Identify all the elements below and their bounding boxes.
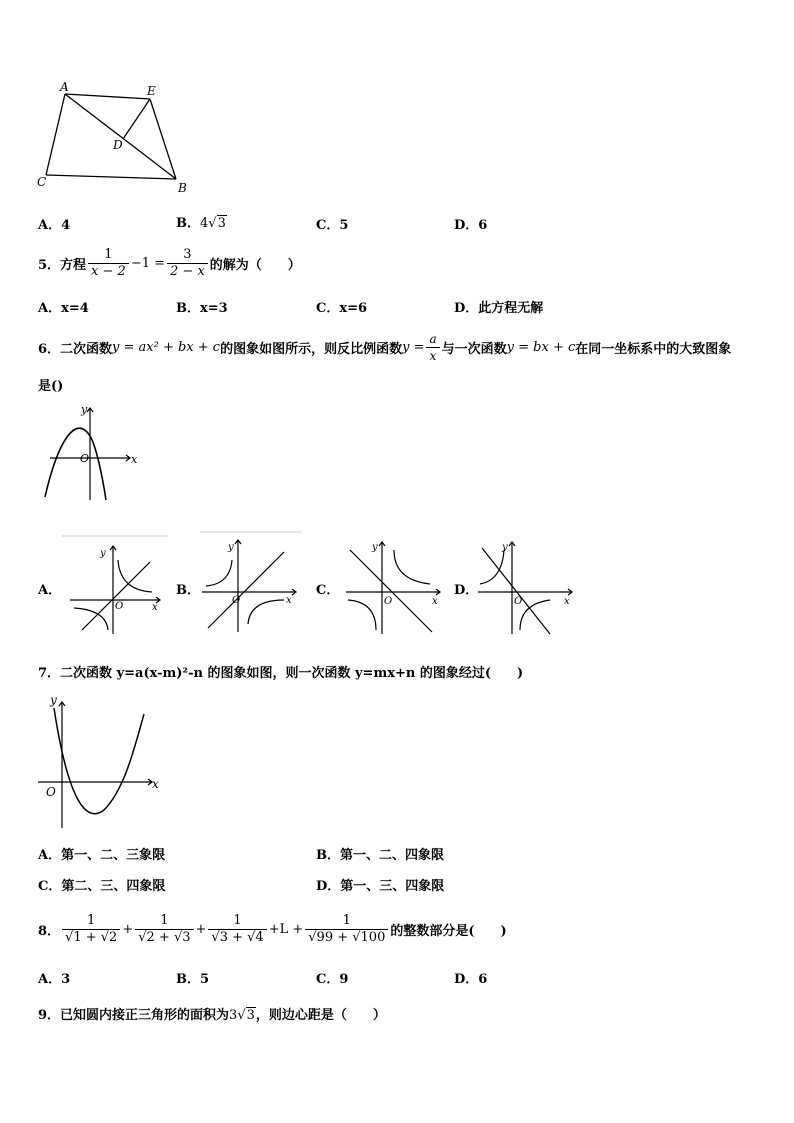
q5-option-c[interactable]: C．x=6 <box>316 301 368 316</box>
svg-text:x: x <box>286 595 292 606</box>
label-d: D <box>113 138 123 152</box>
q6-option-d[interactable]: D． <box>454 583 479 598</box>
q4-option-b-rad: 3 <box>217 216 226 231</box>
q5-number: 5．方程 <box>38 257 87 273</box>
q8-option-d[interactable]: D．6 <box>454 972 488 987</box>
q6-quadratic: y = ax² + bx + c <box>112 339 221 355</box>
q6-number: 6．二次函数 <box>38 341 113 357</box>
q6-text-post: 在同一坐标系中的大致图象 <box>575 341 732 357</box>
q6-option-b[interactable]: B． <box>176 583 200 598</box>
q6-option-d-graph[interactable] <box>474 534 584 636</box>
label-a: A <box>60 80 69 94</box>
q6-option-c[interactable]: C． <box>316 583 340 598</box>
q7-parabola-figure <box>34 690 164 830</box>
svg-text:y: y <box>100 548 106 559</box>
q6-x-label: x <box>131 453 138 466</box>
q5-stem <box>38 244 301 282</box>
q9-text-post: ，则边心距是（ ） <box>255 1008 386 1023</box>
q7-stem: 7．二次函数 y=a(x-m)²-n 的图象如图，则一次函数 y=mx+n 的图象经过( ) <box>38 666 524 681</box>
svg-text:x: x <box>152 777 159 791</box>
q6-text-mid: 的图象如图所示，则反比例函数 <box>220 341 403 357</box>
svg-text:y: y <box>228 542 234 553</box>
q8-term-2: $\frac{1}{√2 + √3}$ <box>135 913 193 946</box>
q6-option-c-graph[interactable] <box>340 534 450 636</box>
q9-rad: 3 <box>246 1008 255 1023</box>
svg-text:y: y <box>372 542 378 553</box>
svg-text:O: O <box>514 596 523 607</box>
q5-fraction-2: $\frac{3}{2 - x}$ <box>167 247 208 280</box>
q4-option-c[interactable]: C．5 <box>316 218 349 233</box>
q6-inverse-pre: y = <box>402 339 425 355</box>
svg-text:y: y <box>50 693 57 707</box>
q5-tail: 的解为（ ） <box>209 257 301 273</box>
q8-tail: 的整数部分是( ) <box>390 923 507 939</box>
q9-text-pre: 9．已知圆内接正三角形的面积为 <box>38 1008 230 1023</box>
q6-text-mid2: 与一次函数 <box>441 341 507 357</box>
q9-coef: 3 <box>229 1008 238 1023</box>
q8-term-last: $\frac{1}{√99 + √100}$ <box>305 913 388 946</box>
q8-number: 8． <box>38 923 61 939</box>
q6-option-a-graph[interactable] <box>60 534 170 636</box>
q5-option-a[interactable]: A．x=4 <box>38 301 89 316</box>
q7-option-b[interactable]: B．第一、二、四象限 <box>316 848 444 863</box>
svg-text:x: x <box>564 596 570 607</box>
q5-fraction-1: $\frac{1}{x - 2}$ <box>88 247 129 280</box>
q8-option-a[interactable]: A．3 <box>38 972 71 987</box>
svg-text:x: x <box>432 596 438 607</box>
q8-option-b[interactable]: B．5 <box>176 972 210 987</box>
q4-option-a[interactable]: A．4 <box>38 218 71 233</box>
svg-text:O: O <box>46 785 56 799</box>
q6-line2: 是() <box>38 379 64 394</box>
q4-option-b-coef: 4 <box>200 216 209 231</box>
q4-option-d[interactable]: D．6 <box>454 218 488 233</box>
q5-minus: −1 = <box>130 255 166 271</box>
q4-option-b-label: B． <box>176 216 200 231</box>
svg-text:O: O <box>115 601 124 612</box>
q8-option-c[interactable]: C．9 <box>316 972 349 987</box>
svg-text:x: x <box>152 602 158 613</box>
q7-option-a[interactable]: A．第一、二、三象限 <box>38 848 166 863</box>
q6-inverse-fraction: $\frac{a}{x}$ <box>426 331 439 364</box>
label-c: C <box>37 175 47 189</box>
q5-option-b[interactable]: B．x=3 <box>176 301 228 316</box>
q8-term-3: $\frac{1}{√3 + √4}$ <box>208 913 266 946</box>
q8-ellipsis: +L + <box>268 921 304 937</box>
svg-text:O: O <box>232 595 241 606</box>
quadrilateral-figure <box>30 78 200 198</box>
q7-option-d[interactable]: D．第一、三、四象限 <box>316 879 445 894</box>
q8-term-1: $\frac{1}{√1 + √2}$ <box>62 913 120 946</box>
q5-option-d[interactable]: D．此方程无解 <box>454 301 544 316</box>
q6-option-a[interactable]: A． <box>38 583 62 598</box>
q6-linear: y = bx + c <box>506 339 576 355</box>
q6-option-b-graph[interactable] <box>198 530 308 636</box>
q4-option-b[interactable]: B．4√3 <box>176 216 226 231</box>
q8-stem: 8． $\frac{1}{√1 + √2}$ + $\frac{1}{√2 + √3}$ + $\frac{1}{√3 + √4}$ +L + $\frac{1}{√99 + √100}$ 的整数部分是( ) <box>38 912 507 945</box>
svg-text:O: O <box>384 596 393 607</box>
q6-origin-label: O <box>80 452 90 465</box>
q6-stem <box>38 328 731 366</box>
label-b: B <box>178 181 187 195</box>
label-e: E <box>147 84 156 98</box>
q7-option-c[interactable]: C．第二、三、四象限 <box>38 879 166 894</box>
q6-parabola-figure <box>38 400 143 505</box>
svg-text:y: y <box>502 542 508 553</box>
q9-stem: 9．已知圆内接正三角形的面积为3√3，则边心距是（ ） <box>38 1008 386 1023</box>
q6-y-label: y <box>81 403 88 416</box>
